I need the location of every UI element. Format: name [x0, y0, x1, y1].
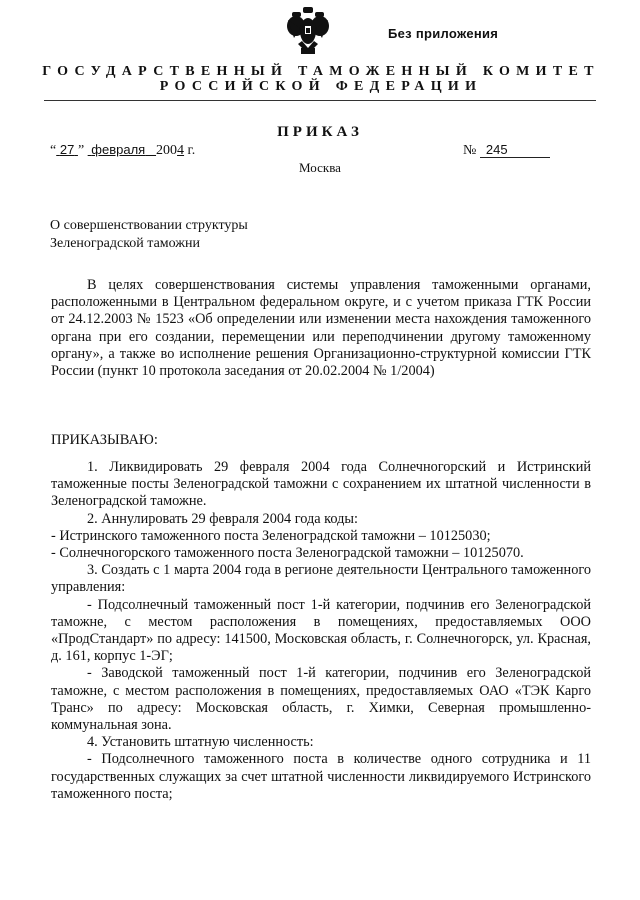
order-paragraph: - Заводской таможенный пост 1-й категории, подчинив его Зеленоградской таможне, с местом расположения в помещениях, предоставляемых ОАО «ТЭК Карго Транс» по адресу: Московская область, г. Химки, Северная промышленно-коммунальная зона. [51, 665, 591, 734]
attachment-note: Без приложения [388, 26, 499, 41]
subject-line-1: О совершенствовании структуры [50, 218, 248, 233]
date-year-prefix: 200 [156, 143, 178, 158]
order-paragraph: - Истринского таможенного поста Зеленоградской таможни – 10125030; [51, 527, 491, 544]
order-paragraph: - Подсолнечного таможенного поста в количестве одного сотрудника и 11 государственных служащих за счет штатной численности ликвидируемого Истринского таможенного поста; [51, 751, 591, 802]
preamble [51, 277, 591, 380]
subject-line-2: Зеленоградской таможни [50, 236, 200, 251]
order-items [51, 459, 591, 803]
order-paragraph: 1. Ликвидировать 29 февраля 2004 года Солнечногорский и Истринский таможенные посты Зеленоградской таможни с сохранением их штатной численности в Зеленоградской таможне. [51, 459, 591, 510]
date-month: февраля [91, 142, 146, 157]
preamble-text: В целях совершенствования системы управления таможенными органами, расположенными в Центральном федеральном округе, и с учетом приказа ГТК России от 24.12.2003 № 1523 «Об определении или изменении места нахождения таможенного органа при его создании, перемещении или переподчинении другому таможенному органу», а также во исполнение решения Организационно-структурной комиссии ГТК России (пункт 10 протокола заседания от 20.02.2004 № 1/2004) [51, 277, 591, 380]
order-paragraph: 2. Аннулировать 29 февраля 2004 года коды: [87, 510, 358, 527]
order-word: ПРИКАЗЫВАЮ: [51, 432, 158, 448]
document-type: ПРИКАЗ [277, 124, 363, 140]
date-year-suffix: 4 [177, 143, 185, 158]
date-day: 27 [59, 142, 75, 157]
organization-name: ГОСУДАРСТВЕННЫЙ ТАМОЖЕННЫЙ КОМИТЕТ [42, 64, 600, 79]
russian-coat-of-arms-icon [286, 6, 330, 58]
document-city: Москва [299, 160, 341, 175]
order-paragraph: 3. Создать с 1 марта 2004 года в регионе деятельности Центрального таможенного управления: [51, 562, 591, 596]
document-number [463, 142, 550, 159]
date-close-quote: ” [77, 143, 85, 158]
date-open-quote: “ [50, 143, 57, 158]
order-paragraph: - Подсолнечный таможенный пост 1-й категории, подчинив его Зеленоградской таможне, с местом расположения в помещениях, предоставляемых ООО «ПродСтандарт» по адресу: 141500, Московская область, г. Солнечногорск, ул. Красная, д. 161, корпус 1-ЭГ; [51, 596, 591, 665]
order-paragraph: 4. Установить штатную численность: [87, 734, 314, 751]
number-label: № [463, 143, 477, 158]
header-divider [44, 100, 596, 101]
order-paragraph: - Солнечногорского таможенного поста Зеленоградской таможни – 10125070. [51, 545, 524, 562]
number-value: 245 [480, 142, 550, 158]
organization-country: РОССИЙСКОЙ ФЕДЕРАЦИИ [159, 79, 483, 94]
document-date [50, 142, 195, 159]
document-subject [50, 217, 248, 253]
date-year-unit: г. [184, 143, 196, 158]
